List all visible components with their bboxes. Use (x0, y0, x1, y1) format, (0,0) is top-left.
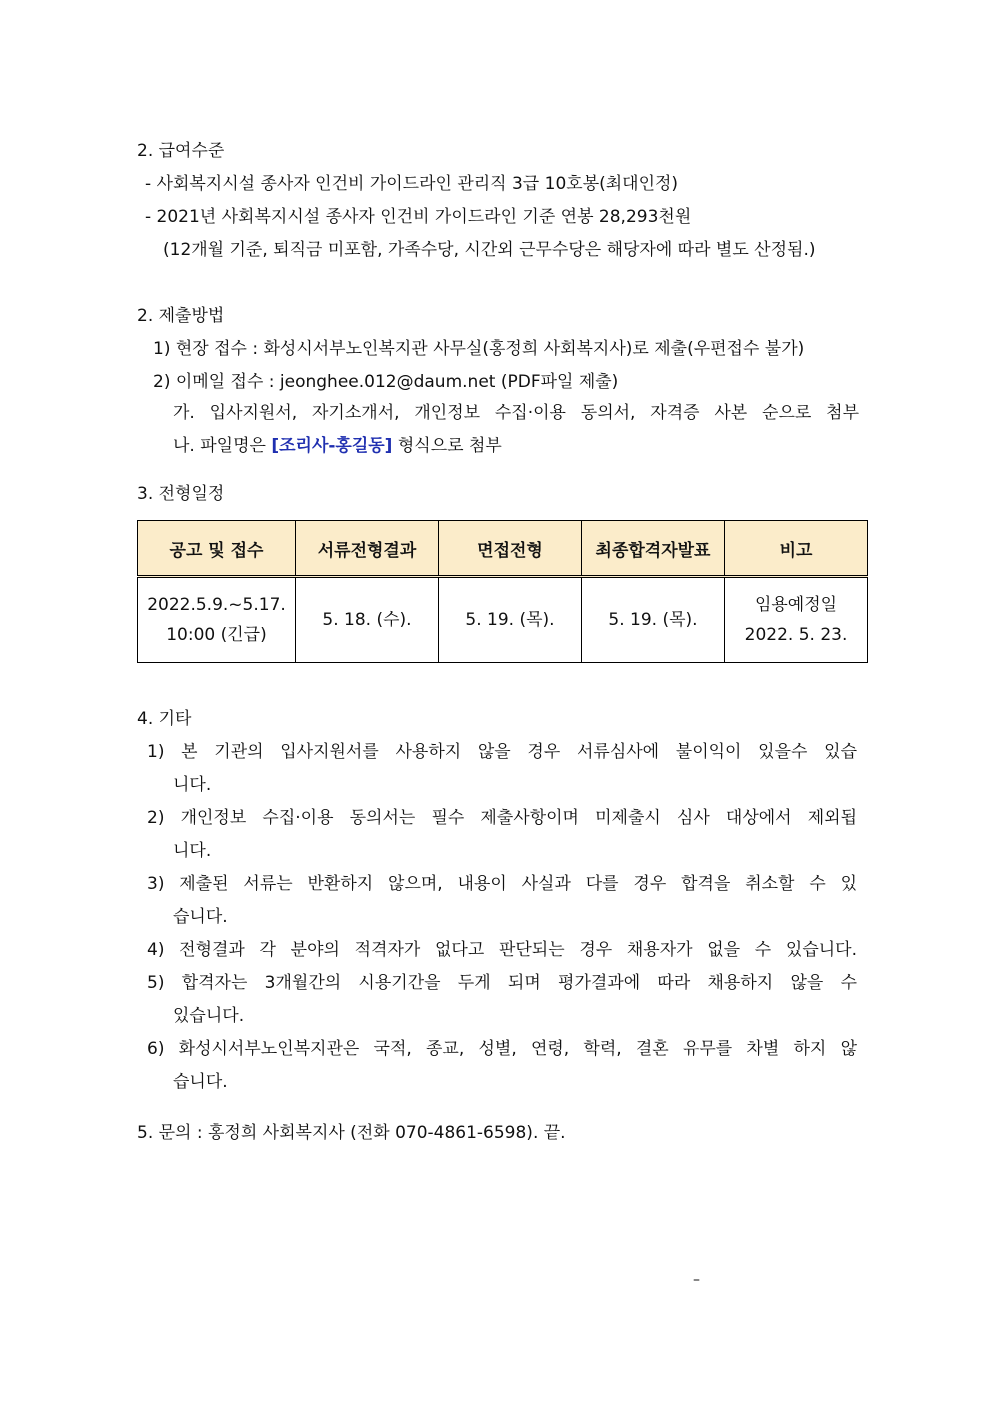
misc-item-6: 6) 화성시서부노인복지관은 국적, 종교, 성별, 연령, 학력, 결혼 유무를 차별 하지 않 (147, 1039, 857, 1059)
header-remarks: 비고 (725, 521, 868, 577)
cell-announcement-time: 10:00 (긴급) (166, 625, 267, 645)
schedule-table (137, 520, 868, 663)
misc-item-2-cont: 니다. (173, 841, 212, 861)
cell-final-announcement: 5. 19. (목). (582, 577, 725, 663)
salary-heading: 2. 급여수준 (137, 141, 225, 161)
submission-item-1: 1) 현장 접수 : 화성시서부노인복지관 사무실(홍정희 사회복지사)로 제출(우편접수 불가) (153, 339, 805, 359)
misc-item-6-cont: 습니다. (173, 1072, 228, 1092)
footer-mark: – (693, 1272, 700, 1288)
misc-item-4: 4) 전형결과 각 분야의 적격자가 없다고 판단되는 경우 채용자가 없을 수 있습니다. (147, 940, 857, 960)
cell-document-result: 5. 18. (수). (296, 577, 439, 663)
salary-item-1: - 사회복지시설 종사자 인건비 가이드라인 관리직 3급 10호봉(최대인정) (145, 174, 679, 194)
submission-item-2: 2) 이메일 접수 : jeonghee.012@daum.net (PDF파일 제출) (153, 372, 619, 392)
schedule-row (138, 577, 868, 663)
header-announcement: 공고 및 접수 (138, 521, 296, 577)
header-document-result: 서류전형결과 (296, 521, 439, 577)
header-interview: 면접전형 (439, 521, 582, 577)
cell-remarks-date: 2022. 5. 23. (744, 625, 848, 645)
filename-format: [조리사-홍길동] (271, 436, 393, 456)
contact-line: 5. 문의 : 홍정희 사회복지사 (전화 070-4861-6598). 끝. (137, 1123, 566, 1143)
sub-b-prefix: 나. 파일명은 (173, 436, 272, 456)
misc-item-1: 1) 본 기관의 입사지원서를 사용하지 않을 경우 서류심사에 불이익이 있을수 있습 (147, 742, 857, 762)
schedule-header-row (138, 521, 868, 577)
cell-announcement-dates: 2022.5.9.~5.17. (147, 595, 286, 615)
cell-announcement (138, 577, 296, 663)
submission-sub-a: 가. 입사지원서, 자기소개서, 개인정보 수집·이용 동의서, 자격증 사본 순으로 첨부 (173, 403, 859, 423)
salary-note: (12개월 기준, 퇴직금 미포함, 가족수당, 시간외 근무수당은 해당자에 따라 별도 산정됨.) (163, 240, 816, 260)
cell-remarks (725, 577, 868, 663)
submission-heading: 2. 제출방법 (137, 306, 225, 326)
sub-b-suffix: 형식으로 첨부 (392, 436, 502, 456)
misc-item-5-cont: 있습니다. (173, 1006, 245, 1026)
header-final-announcement: 최종합격자발표 (582, 521, 725, 577)
cell-interview: 5. 19. (목). (439, 577, 582, 663)
misc-item-2: 2) 개인정보 수집·이용 동의서는 필수 제출사항이며 미제출시 심사 대상에서 제외됩 (147, 808, 857, 828)
salary-item-2: - 2021년 사회복지시설 종사자 인건비 가이드라인 기준 연봉 28,293천원 (145, 207, 692, 227)
misc-item-1-cont: 니다. (173, 775, 212, 795)
cell-remarks-label: 임용예정일 (754, 595, 838, 615)
misc-item-5: 5) 합격자는 3개월간의 시용기간을 두게 되며 평가결과에 따라 채용하지 않을 수 (147, 973, 857, 993)
schedule-heading: 3. 전형일정 (137, 484, 225, 504)
misc-item-3: 3) 제출된 서류는 반환하지 않으며, 내용이 사실과 다를 경우 합격을 취소할 수 있 (147, 874, 857, 894)
submission-sub-b (173, 435, 502, 457)
misc-item-3-cont: 습니다. (173, 907, 228, 927)
misc-heading: 4. 기타 (137, 709, 192, 729)
